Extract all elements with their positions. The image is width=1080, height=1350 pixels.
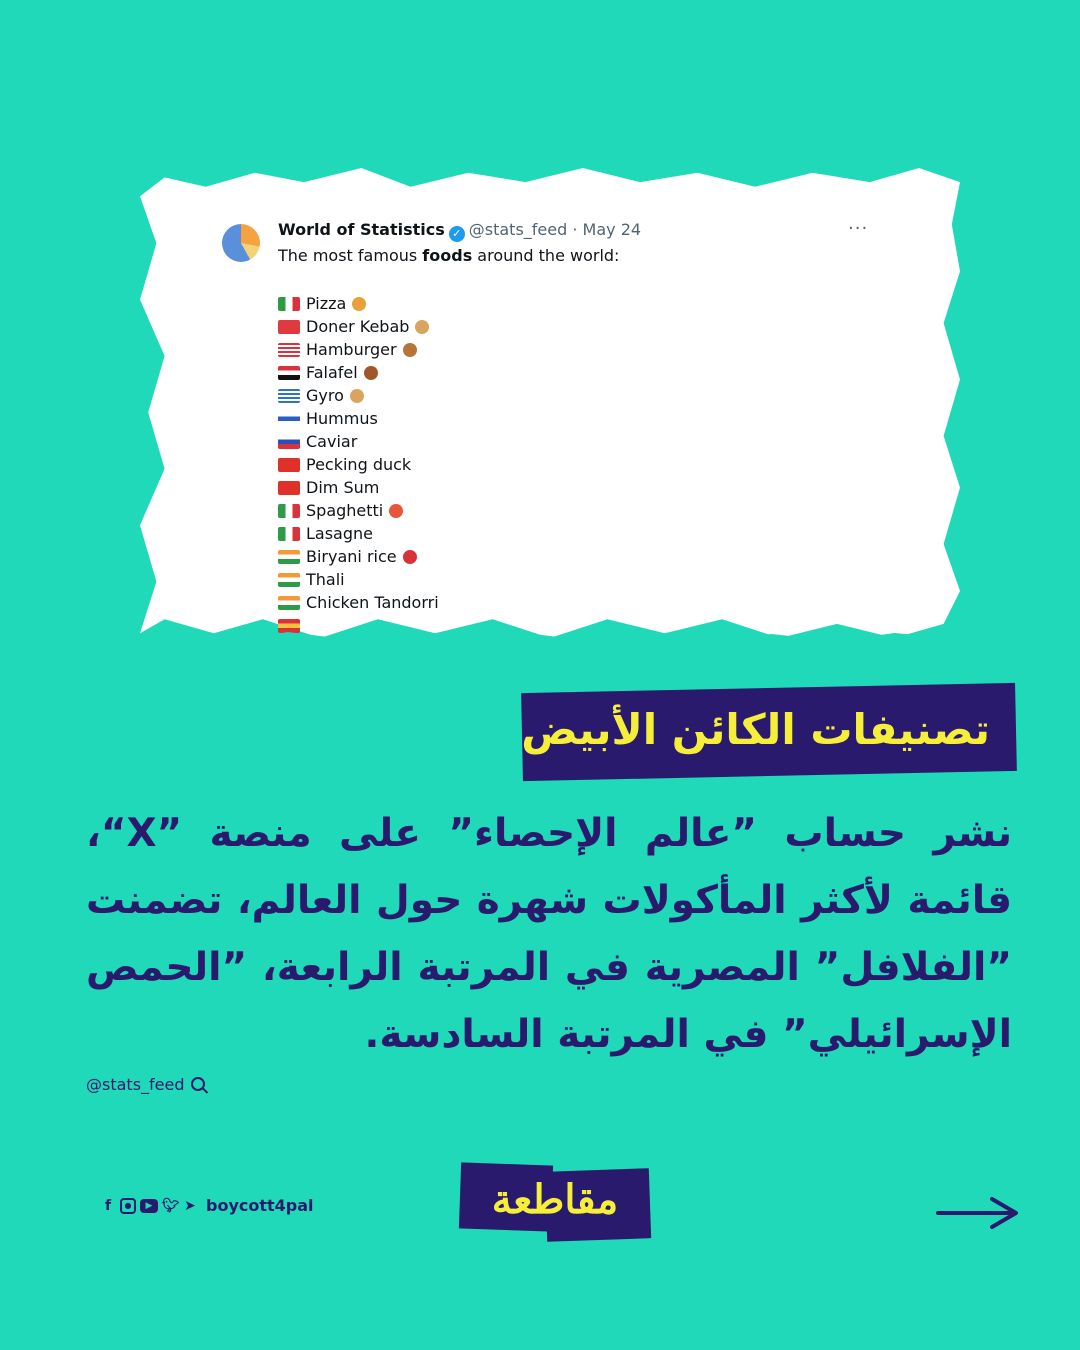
separator-dot: ·	[572, 220, 578, 239]
tweet-text	[278, 246, 619, 265]
hamburger-emoji	[403, 343, 417, 357]
source-credit	[86, 1075, 205, 1094]
food-label: Caviar	[306, 432, 358, 451]
country-flag-icon	[278, 366, 300, 380]
country-flag-icon	[278, 297, 300, 311]
food-label: Chicken Tandorri	[306, 593, 439, 612]
country-flag-icon	[278, 435, 300, 449]
brand-logo	[460, 1162, 650, 1240]
country-flag-icon	[278, 550, 300, 564]
tweet-text-bold: foods	[422, 246, 473, 265]
food-list-item	[278, 292, 439, 315]
country-flag-icon	[278, 320, 300, 334]
youtube-icon[interactable]: ▶	[140, 1199, 158, 1213]
headline: تصنيفات الكائن الأبيض	[521, 705, 990, 754]
food-list-item	[278, 407, 439, 430]
twitter-icon[interactable]: 🐦︎	[162, 1197, 180, 1214]
more-options-icon[interactable]: ···	[848, 218, 869, 239]
telegram-icon[interactable]: ➤	[184, 1197, 196, 1214]
stuffed-flatbread-emoji	[350, 389, 364, 403]
food-label: Pizza	[306, 294, 347, 313]
food-list-item	[278, 614, 439, 637]
food-list-item	[278, 315, 439, 338]
author-name[interactable]: World of Statistics	[278, 220, 445, 239]
social-handle[interactable]: boycott4pal	[206, 1196, 314, 1215]
tweet-date[interactable]: May 24	[582, 220, 642, 239]
country-flag-icon	[278, 389, 300, 403]
rice-emoji	[403, 550, 417, 564]
food-list-item	[278, 568, 439, 591]
food-label: Thali	[306, 570, 345, 589]
next-arrow-icon[interactable]	[936, 1196, 1020, 1230]
pizza-emoji	[352, 297, 366, 311]
logo-text: مقاطعة	[491, 1176, 619, 1223]
country-flag-icon	[278, 619, 300, 633]
food-label: Doner Kebab	[306, 317, 410, 336]
food-list-item	[278, 430, 439, 453]
body-text: نشر حساب ”عالم الإحصاء” على منصة ”X“، قائمة لأكثر المأكولات شهرة حول العالم، تضمنت ”الفلافل” المصرية في المرتبة الرابعة، ”الحمص الإسرائيلي” في المرتبة السادسة.	[86, 811, 1012, 1057]
food-list-item	[278, 499, 439, 522]
verified-badge-icon: ✓	[449, 226, 465, 242]
food-label: Dim Sum	[306, 478, 380, 497]
tweet-text-end: around the world:	[472, 246, 620, 265]
country-flag-icon	[278, 343, 300, 357]
food-list-item	[278, 384, 439, 407]
food-label: Biryani rice	[306, 547, 397, 566]
food-label: Spaghetti	[306, 501, 384, 520]
food-list-item	[278, 453, 439, 476]
country-flag-icon	[278, 596, 300, 610]
food-list	[278, 292, 439, 637]
falafel-emoji	[364, 366, 378, 380]
search-icon	[191, 1077, 205, 1091]
author-avatar[interactable]	[222, 224, 260, 262]
country-flag-icon	[278, 458, 300, 472]
instagram-icon[interactable]: ●	[120, 1198, 136, 1214]
country-flag-icon	[278, 504, 300, 518]
country-flag-icon	[278, 412, 300, 426]
food-label: Pecking duck	[306, 455, 412, 474]
tweet-text-start: The most famous	[278, 246, 423, 265]
country-flag-icon	[278, 527, 300, 541]
food-list-item	[278, 522, 439, 545]
food-list-item	[278, 338, 439, 361]
source-handle: @stats_feed	[86, 1075, 185, 1094]
food-label: Gyro	[306, 386, 344, 405]
spaghetti-emoji	[389, 504, 403, 518]
food-list-item	[278, 476, 439, 499]
food-label: Lasagne	[306, 524, 373, 543]
food-label: Hummus	[306, 409, 378, 428]
facebook-icon[interactable]: f	[104, 1197, 112, 1214]
food-label: Falafel	[306, 363, 358, 382]
author-handle[interactable]: @stats_feed	[468, 220, 568, 239]
country-flag-icon	[278, 481, 300, 495]
stuffed-flatbread-emoji	[415, 320, 429, 334]
food-label: Hamburger	[306, 340, 397, 359]
social-links	[100, 1196, 314, 1215]
country-flag-icon	[278, 573, 300, 587]
food-list-item	[278, 545, 439, 568]
tweet-header	[278, 220, 641, 242]
food-list-item	[278, 591, 439, 614]
food-list-item	[278, 361, 439, 384]
